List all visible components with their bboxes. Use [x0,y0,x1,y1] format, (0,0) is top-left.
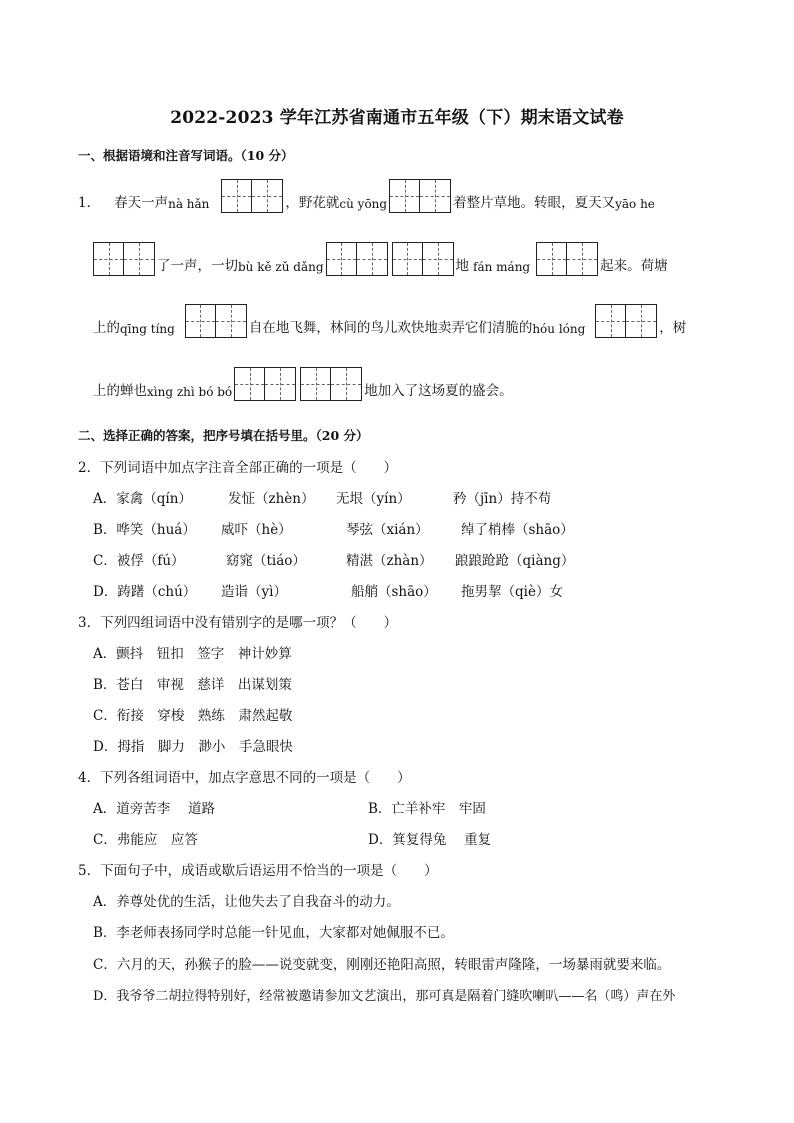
pinyin-hint: hóu lóng [532,322,586,336]
q1-number: 1． [78,195,101,211]
pinyin-hint: nà hǎn [168,197,210,211]
q2-option-d-word: 造诣（yì） [221,584,287,600]
q2-option-a-word: 无垠（yín） [336,491,411,507]
answer-grid[interactable] [221,179,283,213]
pinyin-hint: bù kě zǔ dǎng [238,260,324,274]
q2-option-b-word: 绰了梢棒（shāo） [461,522,574,538]
q1-text: 地 [455,258,470,274]
answer-grid[interactable] [392,242,454,276]
q1-line-4 [93,365,513,401]
q2-option-c-word: 精湛（zhàn） [346,553,433,569]
q1-text: 着整片草地。转眼，夏天又 [453,195,616,211]
q2-option-b-word: 威吓（hè） [221,522,292,538]
q2-option-c-word: 踉踉跄跄（qiàng） [455,553,575,569]
q1-text: ，树 [659,320,687,336]
answer-grid[interactable] [93,242,155,276]
q1-text: 自在地飞舞，林间的鸟儿欢快地卖弄它们清脆的 [248,320,533,336]
page-title: 2022-2023 学年江苏省南通市五年级（下）期末语文试卷 [170,108,624,128]
q2-option-b[interactable]: B．哗笑（huá） [93,522,196,538]
q2-option-a-word: 矜（jīn）持不苟 [453,491,552,507]
q1-text: 了一声，一切 [157,258,238,274]
q4-option-b[interactable]: B．亡羊补牢 牢固 [368,801,486,817]
answer-grid[interactable] [389,179,451,213]
answer-grid[interactable] [536,242,598,276]
answer-grid[interactable] [326,242,388,276]
pinyin-hint: yāo he [615,197,655,211]
answer-grid[interactable] [300,367,362,401]
q2-option-c[interactable]: C．被俘（fú） [93,553,185,569]
q1-text: 上的 [93,320,120,336]
q5-option-b[interactable]: B．李老师表扬同学时总能一针见血，大家都对她佩服不已。 [93,925,454,941]
q3-stem: 3．下列四组词语中没有错别字的是哪一项？（ ） [78,615,398,631]
q2-option-a[interactable]: A．家禽（qín） [93,491,192,507]
q1-text: 起来。荷塘 [600,258,668,274]
section-1-heading: 一、根据语境和注音写词语。（10 分） [78,148,294,163]
section-2-heading: 二、选择正确的答案，把序号填在括号里。（20 分） [78,428,369,443]
q5-option-c[interactable]: C．六月的天，孙猴子的脸——说变就变，刚刚还艳阳高照，转眼雷声隆隆，一场暴雨就要来临。 [93,957,671,973]
answer-grid[interactable] [595,304,657,338]
q2-option-d[interactable]: D．踌躇（chú） [93,584,197,600]
pinyin-hint: cù yōng [339,197,388,211]
q3-option-c[interactable]: C．衔接 穿梭 熟练 肃然起敬 [93,708,293,724]
q1-text: 春天一声 [114,195,169,211]
answer-grid[interactable] [185,304,247,338]
q1-line-3 [93,302,686,338]
q1-text: ，野花就 [285,195,340,211]
answer-grid[interactable] [234,367,296,401]
q3-option-d[interactable]: D．拇指 脚力 渺小 手急眼快 [93,739,293,755]
q1-line-2 [93,240,668,276]
q2-option-d-word: 船艄（shāo） [351,584,437,600]
pinyin-hint: qīng tíng [120,322,175,336]
q1-text: 地加入了这场夏的盛会。 [364,383,513,399]
q2-stem: 2．下列词语中加点字注音全部正确的一项是（ ） [78,460,398,476]
q4-option-c[interactable]: C．弗能应 应答 [93,832,198,848]
q5-option-d[interactable]: D．我爷爷二胡拉得特别好，经常被邀请参加文艺演出，那可真是隔着门缝吹喇叭——名（鸣）声在外 [93,989,676,1004]
q2-option-d-word: 拖男挈（qiè）女 [461,584,563,600]
q2-option-b-word: 琴弦（xián） [346,522,429,538]
q1-line-1 [78,177,655,213]
q1-text: 上的蝉也 [93,383,147,399]
q2-option-c-word: 窈窕（tiáo） [226,553,306,569]
pinyin-hint: xìng zhì bó bó [147,385,233,399]
q5-option-a[interactable]: A．养尊处优的生活，让他失去了自我奋斗的动力。 [93,894,400,910]
q4-option-a[interactable]: A．道旁苦李 道路 [93,801,216,817]
q5-stem: 5．下面句子中，成语或歇后语运用不恰当的一项是（ ） [78,863,438,879]
q4-option-d[interactable]: D．箕复得兔 重复 [368,832,492,848]
pinyin-hint: fán máng [473,260,531,274]
q4-stem: 4．下列各组词语中，加点字意思不同的一项是（ ） [78,770,411,786]
q3-option-a[interactable]: A．颤抖 钮扣 签字 神计妙算 [93,646,292,662]
q2-option-a-word: 发怔（zhèn） [228,491,315,507]
q3-option-b[interactable]: B．苍白 审视 慈详 出谋划策 [93,677,292,693]
